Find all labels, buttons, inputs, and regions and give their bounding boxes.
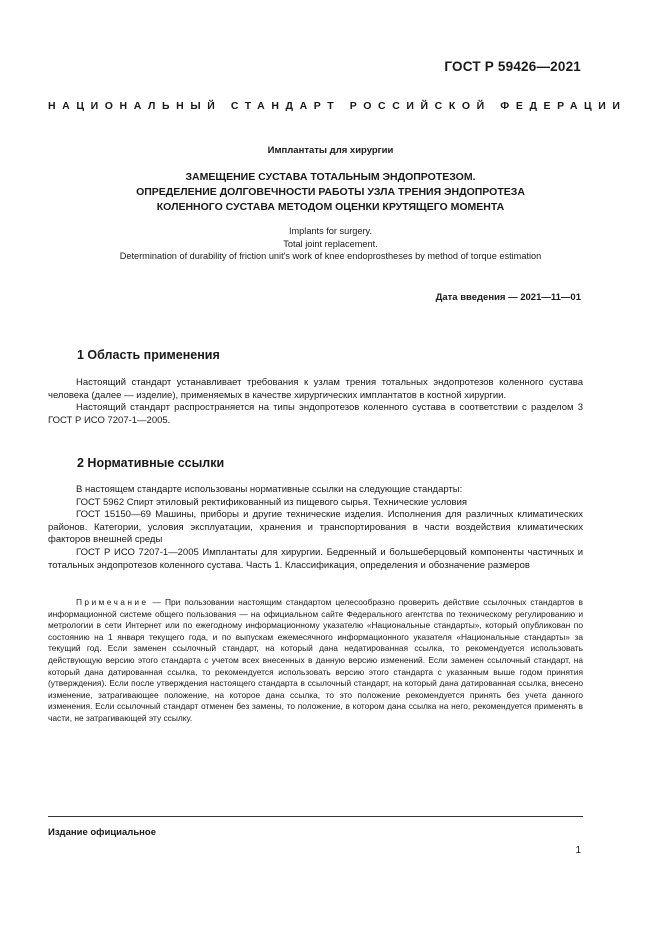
paragraph: ГОСТ Р ИСО 7207-1—2005 Имплантаты для хирургии. Бедренный и большеберцовый компоненты частичных и тотальных эндопротезов коленного сустава. Часть 1. Классификация, определения и обозначение размеров (48, 546, 583, 571)
paragraph: Настоящий стандарт устанавливает требования к узлам трения тотальных эндопротезов коленного сустава человека (далее — изделие), применяемых в качестве хирургических имплантатов в костной хирургии. (48, 377, 583, 401)
section-1-heading: 1 Область применения (77, 348, 220, 362)
note-text: — При пользовании настоящим стандартом целесообразно проверить действие ссылочных стандартов в информационной системе общего пользования — на официальном сайте Федерального агентства по техническому регулированию и метрологии в сети Интернет или по ежегодному информационному указателю «Национальные стандарты», который опубликован по состоянию на 1 января текущего года, и по выпускам ежемесячного информационного указателя «Национальные стандарты» за текущий год. Если заменен ссылочный стандарт, на который дана недатированная ссылка, то рекомендуется использовать действующую версию этого стандарта с учетом всех внесенных в данную версию изменений. Если заменен ссылочный стандарт, на который дана датированная ссылка, то рекомендуется использовать версию этого стандарта с указанным выше годом принятия (утверждения). Если после утверждения настоящего стандарта в ссылочный стандарт, на который дана датированная ссылка, внесено изменение, затрагивающее положение, на которое дана ссылка, то это положение рекомендуется принять без учета данного изменения. Если ссылочный стандарт отменен без замены, то положение, в котором дана ссылка на него, рекомендуется применять в части, не затрагивающей эту ссылку. (48, 597, 583, 723)
title-line: КОЛЕННОГО СУСТАВА МЕТОДОМ ОЦЕНКИ КРУТЯЩЕГО МОМЕНТА (156, 201, 505, 213)
section-2-heading: 2 Нормативные ссылки (77, 456, 225, 470)
document-subtitle: Имплантаты для хирургии (267, 145, 394, 156)
page-number: 1 (575, 845, 581, 856)
edition-label: Издание официальное (48, 827, 156, 838)
title-line: ОПРЕДЕЛЕНИЕ ДОЛГОВЕЧНОСТИ РАБОТЫ УЗЛА ТРЕНИЯ ЭНДОПРОТЕЗА (136, 186, 525, 198)
introduction-date: Дата введения — 2021—11—01 (435, 292, 581, 303)
document-title (48, 170, 613, 215)
note-label: Примечание (76, 597, 149, 607)
document-title-english (48, 225, 613, 263)
paragraph: ГОСТ 5962 Спирт этиловый ректификованный из пищевого сырья. Технические условия (76, 496, 468, 508)
section-2-body (48, 484, 583, 572)
title-line: ЗАМЕЩЕНИЕ СУСТАВА ТОТАЛЬНЫМ ЭНДОПРОТЕЗОМ. (185, 171, 476, 183)
document-number: ГОСТ Р 59426—2021 (444, 59, 581, 74)
section-1-body (48, 377, 583, 427)
paragraph: ГОСТ 15150—69 Машины, приборы и другие технические изделия. Исполнения для различных климатических районов. Категории, условия эксплуатации, хранения и транспортирования в части воздействия климатических факторов внешней среды (48, 509, 583, 546)
title-en-line: Determination of durability of friction unit's work of knee endoprostheses by method of torque estimation (119, 251, 542, 261)
paragraph: В настоящем стандарте использованы нормативные ссылки на следующие стандарты: (76, 484, 463, 495)
footer-divider (48, 816, 583, 817)
paragraph: Настоящий стандарт распространяется на типы эндопротезов коленного сустава в соответствии с разделом 3 ГОСТ Р ИСО 7207-1—2005. (48, 402, 583, 426)
title-en-line: Implants for surgery. (288, 226, 373, 236)
national-standard-banner: НАЦИОНАЛЬНЫЙ СТАНДАРТ РОССИЙСКОЙ ФЕДЕРАЦИИ (48, 100, 627, 112)
note-paragraph (48, 597, 583, 725)
note-block (48, 597, 583, 725)
title-en-line: Total joint replacement. (283, 238, 378, 249)
